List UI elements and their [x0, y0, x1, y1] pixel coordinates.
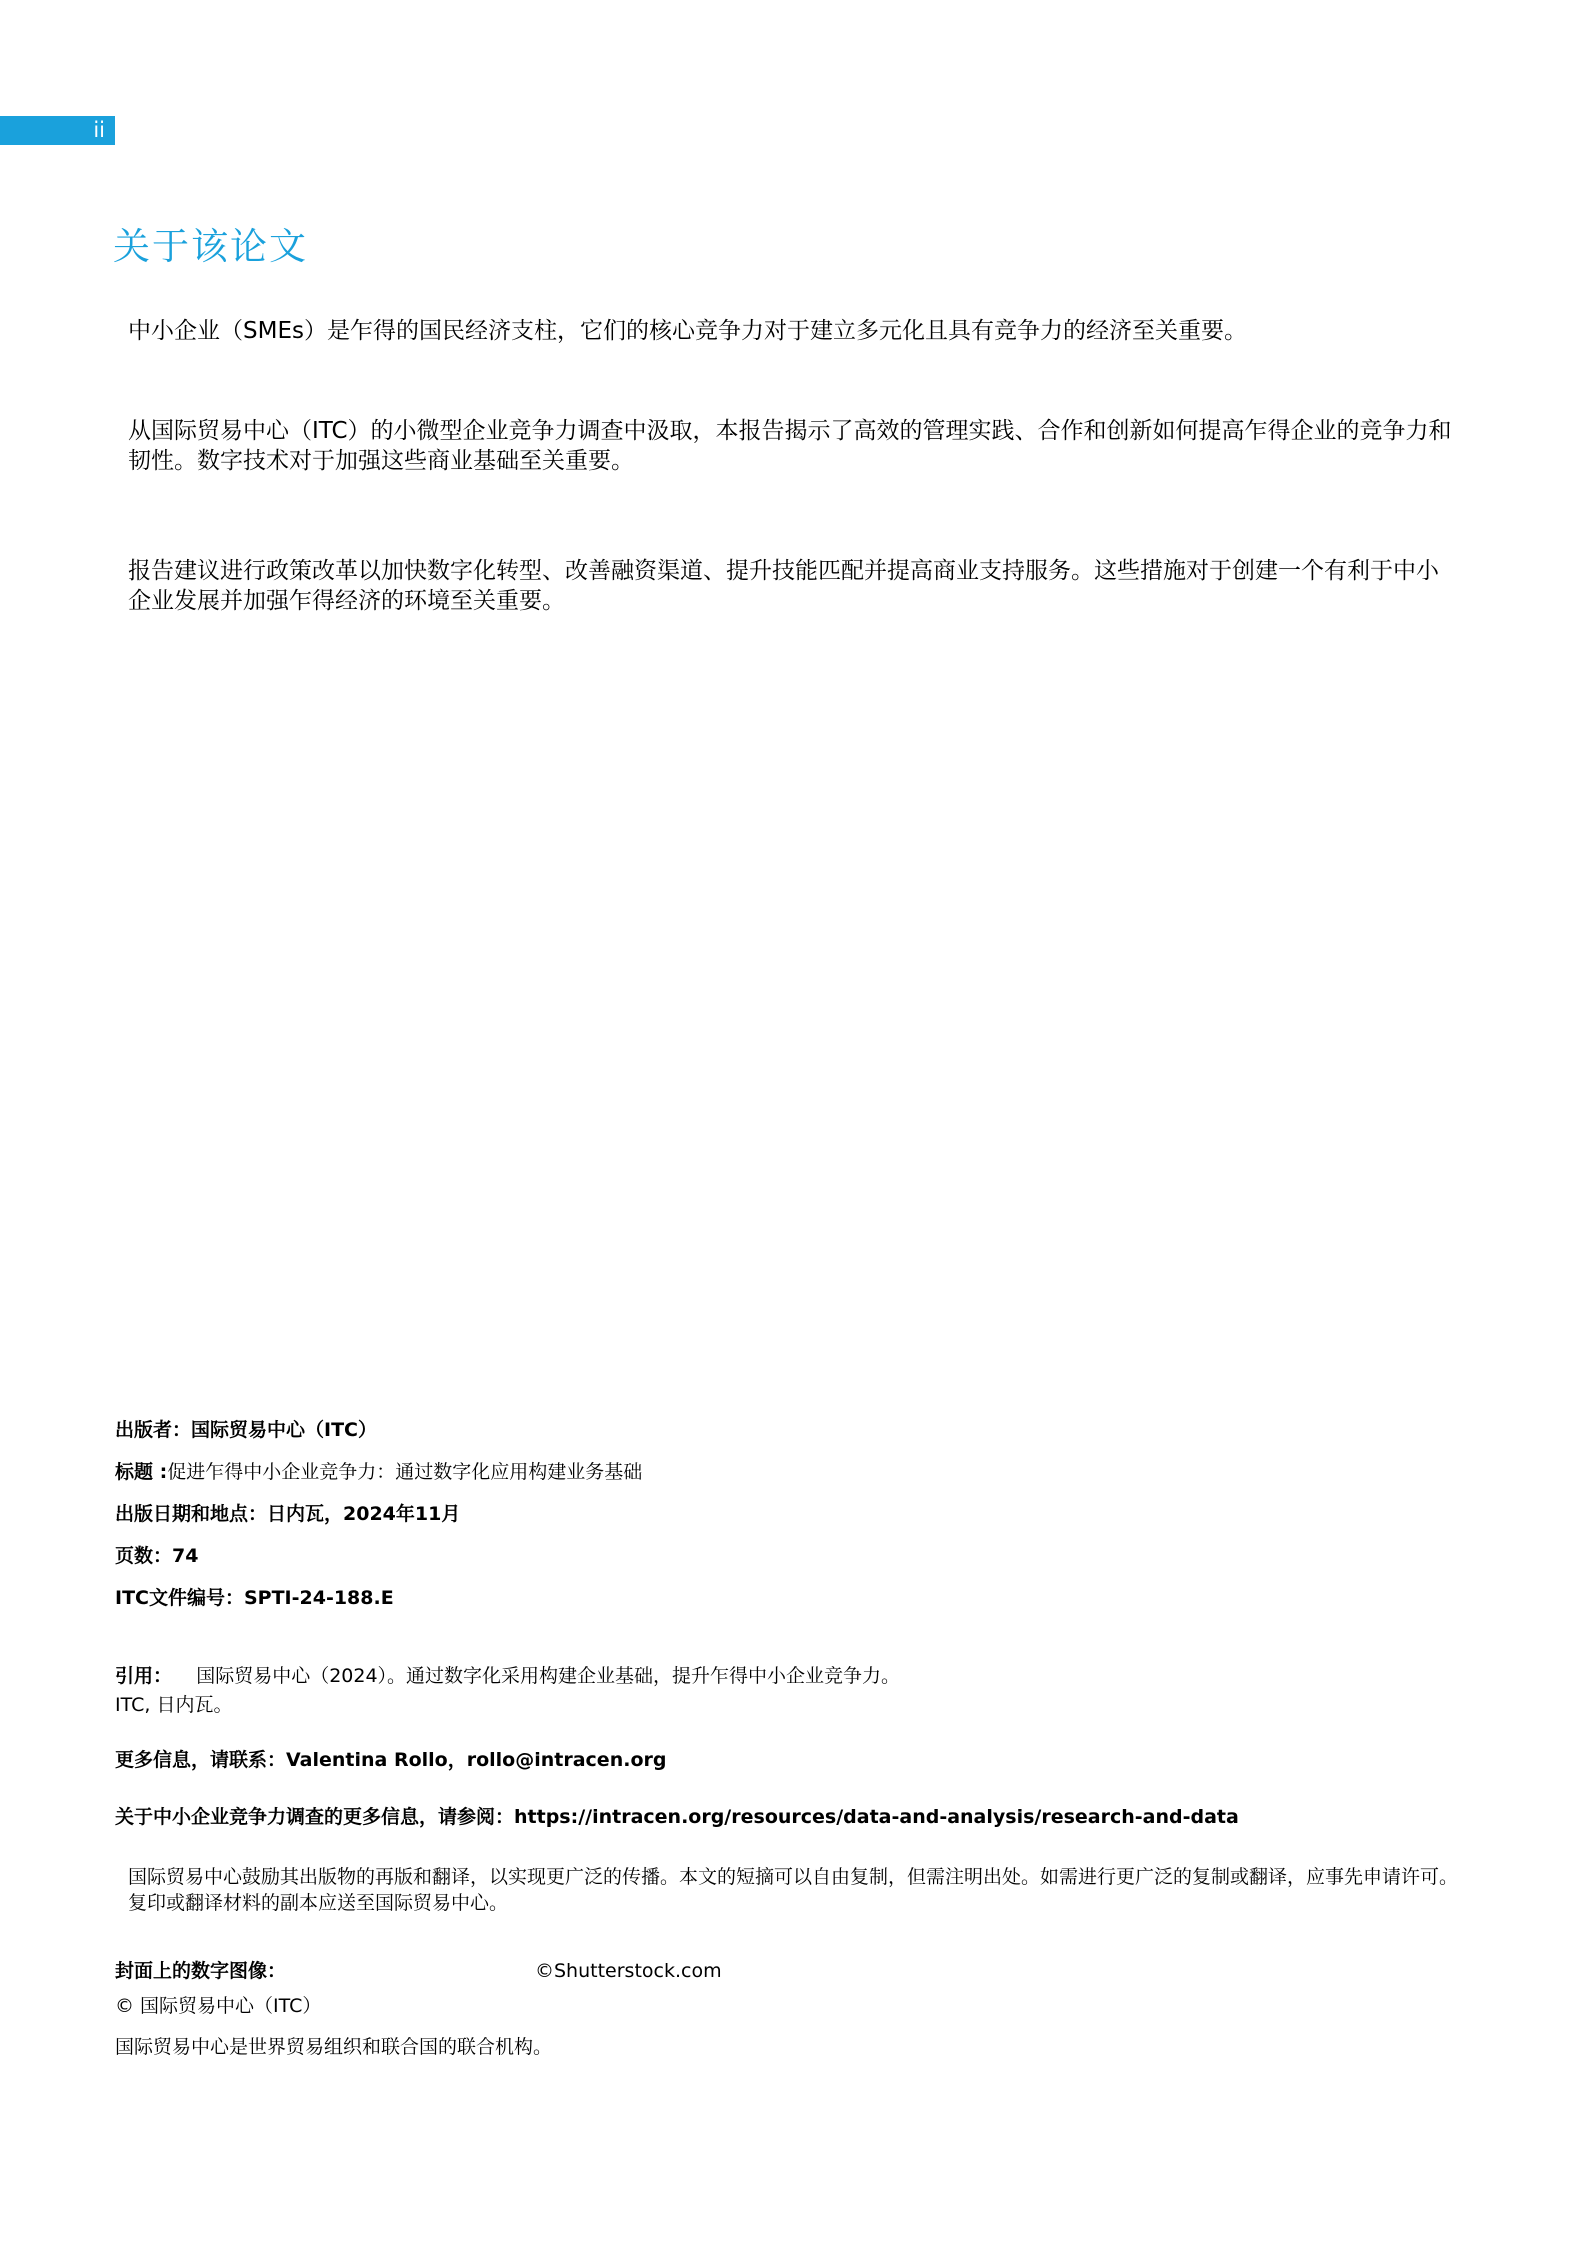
page-number-tab [0, 116, 115, 145]
title-line [115, 1459, 642, 1485]
contact-line: 更多信息，请联系：Valentina Rollo，rollo@intracen.org [115, 1749, 667, 1771]
publisher-line: 出版者：国际贸易中心（ITC） [115, 1419, 377, 1441]
intro-paragraph-1: 中小企业（SMEs）是乍得的国民经济支柱，它们的核心竞争力对于建立多元化且具有竞争力的经济至关重要。 [128, 318, 1247, 344]
cover-credit: ©Shutterstock.com [535, 1960, 722, 1982]
intro-paragraph-2: 从国际贸易中心（ITC）的小微型企业竞争力调查中汲取，本报告揭示了高效的管理实践、合作和创新如何提高乍得企业的竞争力和韧性。数字技术对于加强这些商业基础至关重要。 [128, 418, 1452, 474]
title-value: 促进乍得中小企业竞争力：通过数字化应用构建业务基础 [167, 1461, 643, 1483]
date-place-line: 出版日期和地点：日内瓦，2024年11月 [115, 1503, 461, 1525]
citation-label: 引用： [115, 1665, 173, 1687]
citation-line [115, 1663, 900, 1689]
section-heading: 关于该论文 [113, 225, 308, 268]
cover-image-line [115, 1958, 722, 1984]
citation-line-2: ITC, 日内瓦。 [115, 1694, 233, 1716]
affiliation-line: 国际贸易中心是世界贸易组织和联合国的联合机构。 [115, 2036, 553, 2058]
reproduction-notice: 国际贸易中心鼓励其出版物的再版和翻译，以实现更广泛的传播。本文的短摘可以自由复制，但需注明出处。如需进行更广泛的复制或翻译，应事先申请许可。复印或翻译材料的副本应送至国际贸易中心。 [128, 1866, 1459, 1914]
copyright-line: © 国际贸易中心（ITC） [115, 1995, 322, 2017]
page-count-line: 页数：74 [115, 1545, 199, 1567]
cover-label: 封面上的数字图像： [115, 1960, 287, 1982]
citation-text: 国际贸易中心（2024）。通过数字化采用构建企业基础，提升乍得中小企业竞争力。 [196, 1665, 901, 1687]
page-number: ii [93, 118, 105, 142]
intro-paragraph-3: 报告建议进行政策改革以加快数字化转型、改善融资渠道、提升技能匹配并提高商业支持服务。这些措施对于创建一个有利于中小企业发展并加强乍得经济的环境至关重要。 [128, 558, 1439, 614]
survey-info-line: 关于中小企业竞争力调查的更多信息，请参阅：https://intracen.org/resources/data-and-analysis/research-and-data [115, 1806, 1239, 1828]
title-label: 标题 : [115, 1461, 168, 1483]
document-number-line: ITC文件编号：SPTI-24-188.E [115, 1587, 394, 1609]
